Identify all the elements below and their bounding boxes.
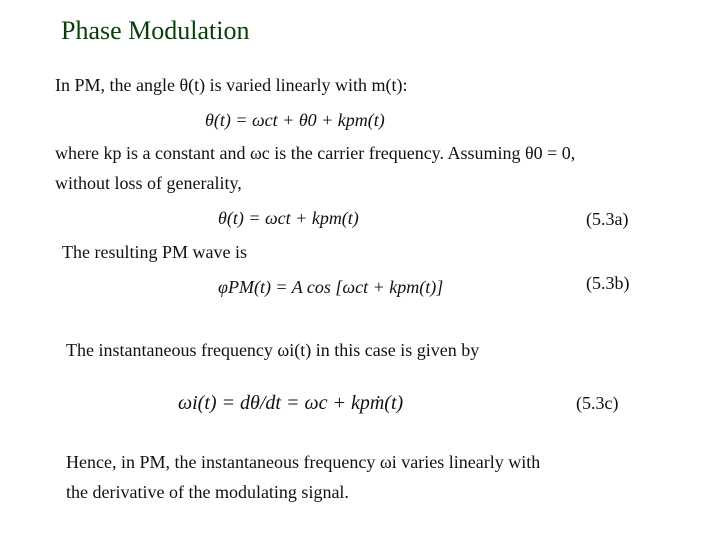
intro-text: In PM, the angle θ(t) is varied linearly with m(t): (55, 75, 408, 95)
page-title: Phase Modulation (61, 16, 250, 45)
where-text-line2: without loss of generality, (55, 173, 242, 193)
equation-angle: θ(t) = ωct + θ0 + kpm(t) (205, 110, 385, 130)
equation-5-3a-label: (5.3a) (586, 209, 629, 229)
equation-5-3c-label: (5.3c) (576, 393, 619, 413)
equation-5-3b-label: (5.3b) (586, 273, 630, 293)
where-text-line1: where kp is a constant and ωc is the carrier frequency. Assuming θ0 = 0, (55, 143, 576, 163)
equation-5-3c: ωi(t) = dθ/dt = ωc + kpṁ(t) (178, 392, 404, 414)
hence-text-line1: Hence, in PM, the instantaneous frequency ωi varies linearly with (66, 452, 541, 472)
instantaneous-text: The instantaneous frequency ωi(t) in this case is given by (66, 340, 480, 360)
equation-5-3a: θ(t) = ωct + kpm(t) (218, 208, 359, 228)
hence-text-line2: the derivative of the modulating signal. (66, 482, 349, 502)
equation-5-3b: φPM(t) = A cos [ωct + kpm(t)] (218, 277, 444, 297)
resulting-text: The resulting PM wave is (62, 242, 247, 262)
